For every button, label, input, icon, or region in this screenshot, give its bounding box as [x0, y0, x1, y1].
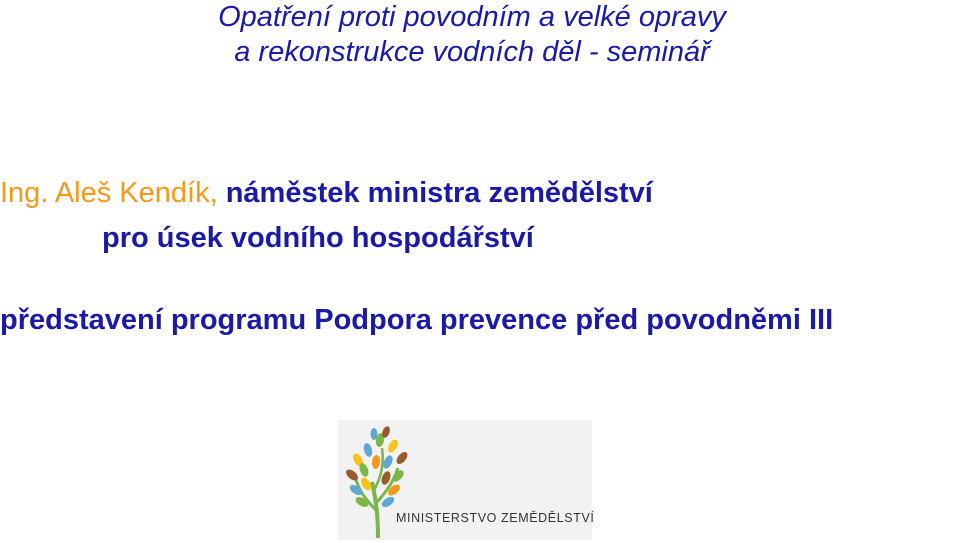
title-line-2: a rekonstrukce vodních děl - seminář — [234, 36, 710, 68]
speaker-name: Ing. Aleš Kendík — [0, 177, 210, 209]
title-line-1: Opatření proti povodním a velké opravy — [218, 1, 726, 33]
ministry-logo — [338, 420, 595, 540]
speaker-comma: , — [209, 177, 218, 209]
speaker-role: náměstek ministra zemědělství — [217, 177, 653, 209]
logo-text: MINISTERSTVO ZEMĚDĚLSTVÍ — [396, 511, 595, 525]
program-title: představení programu Podpora prevence před povodněmi III — [0, 304, 834, 336]
speaker-role-line-2: pro úsek vodního hospodářství — [102, 222, 534, 254]
speaker-line — [0, 175, 653, 211]
